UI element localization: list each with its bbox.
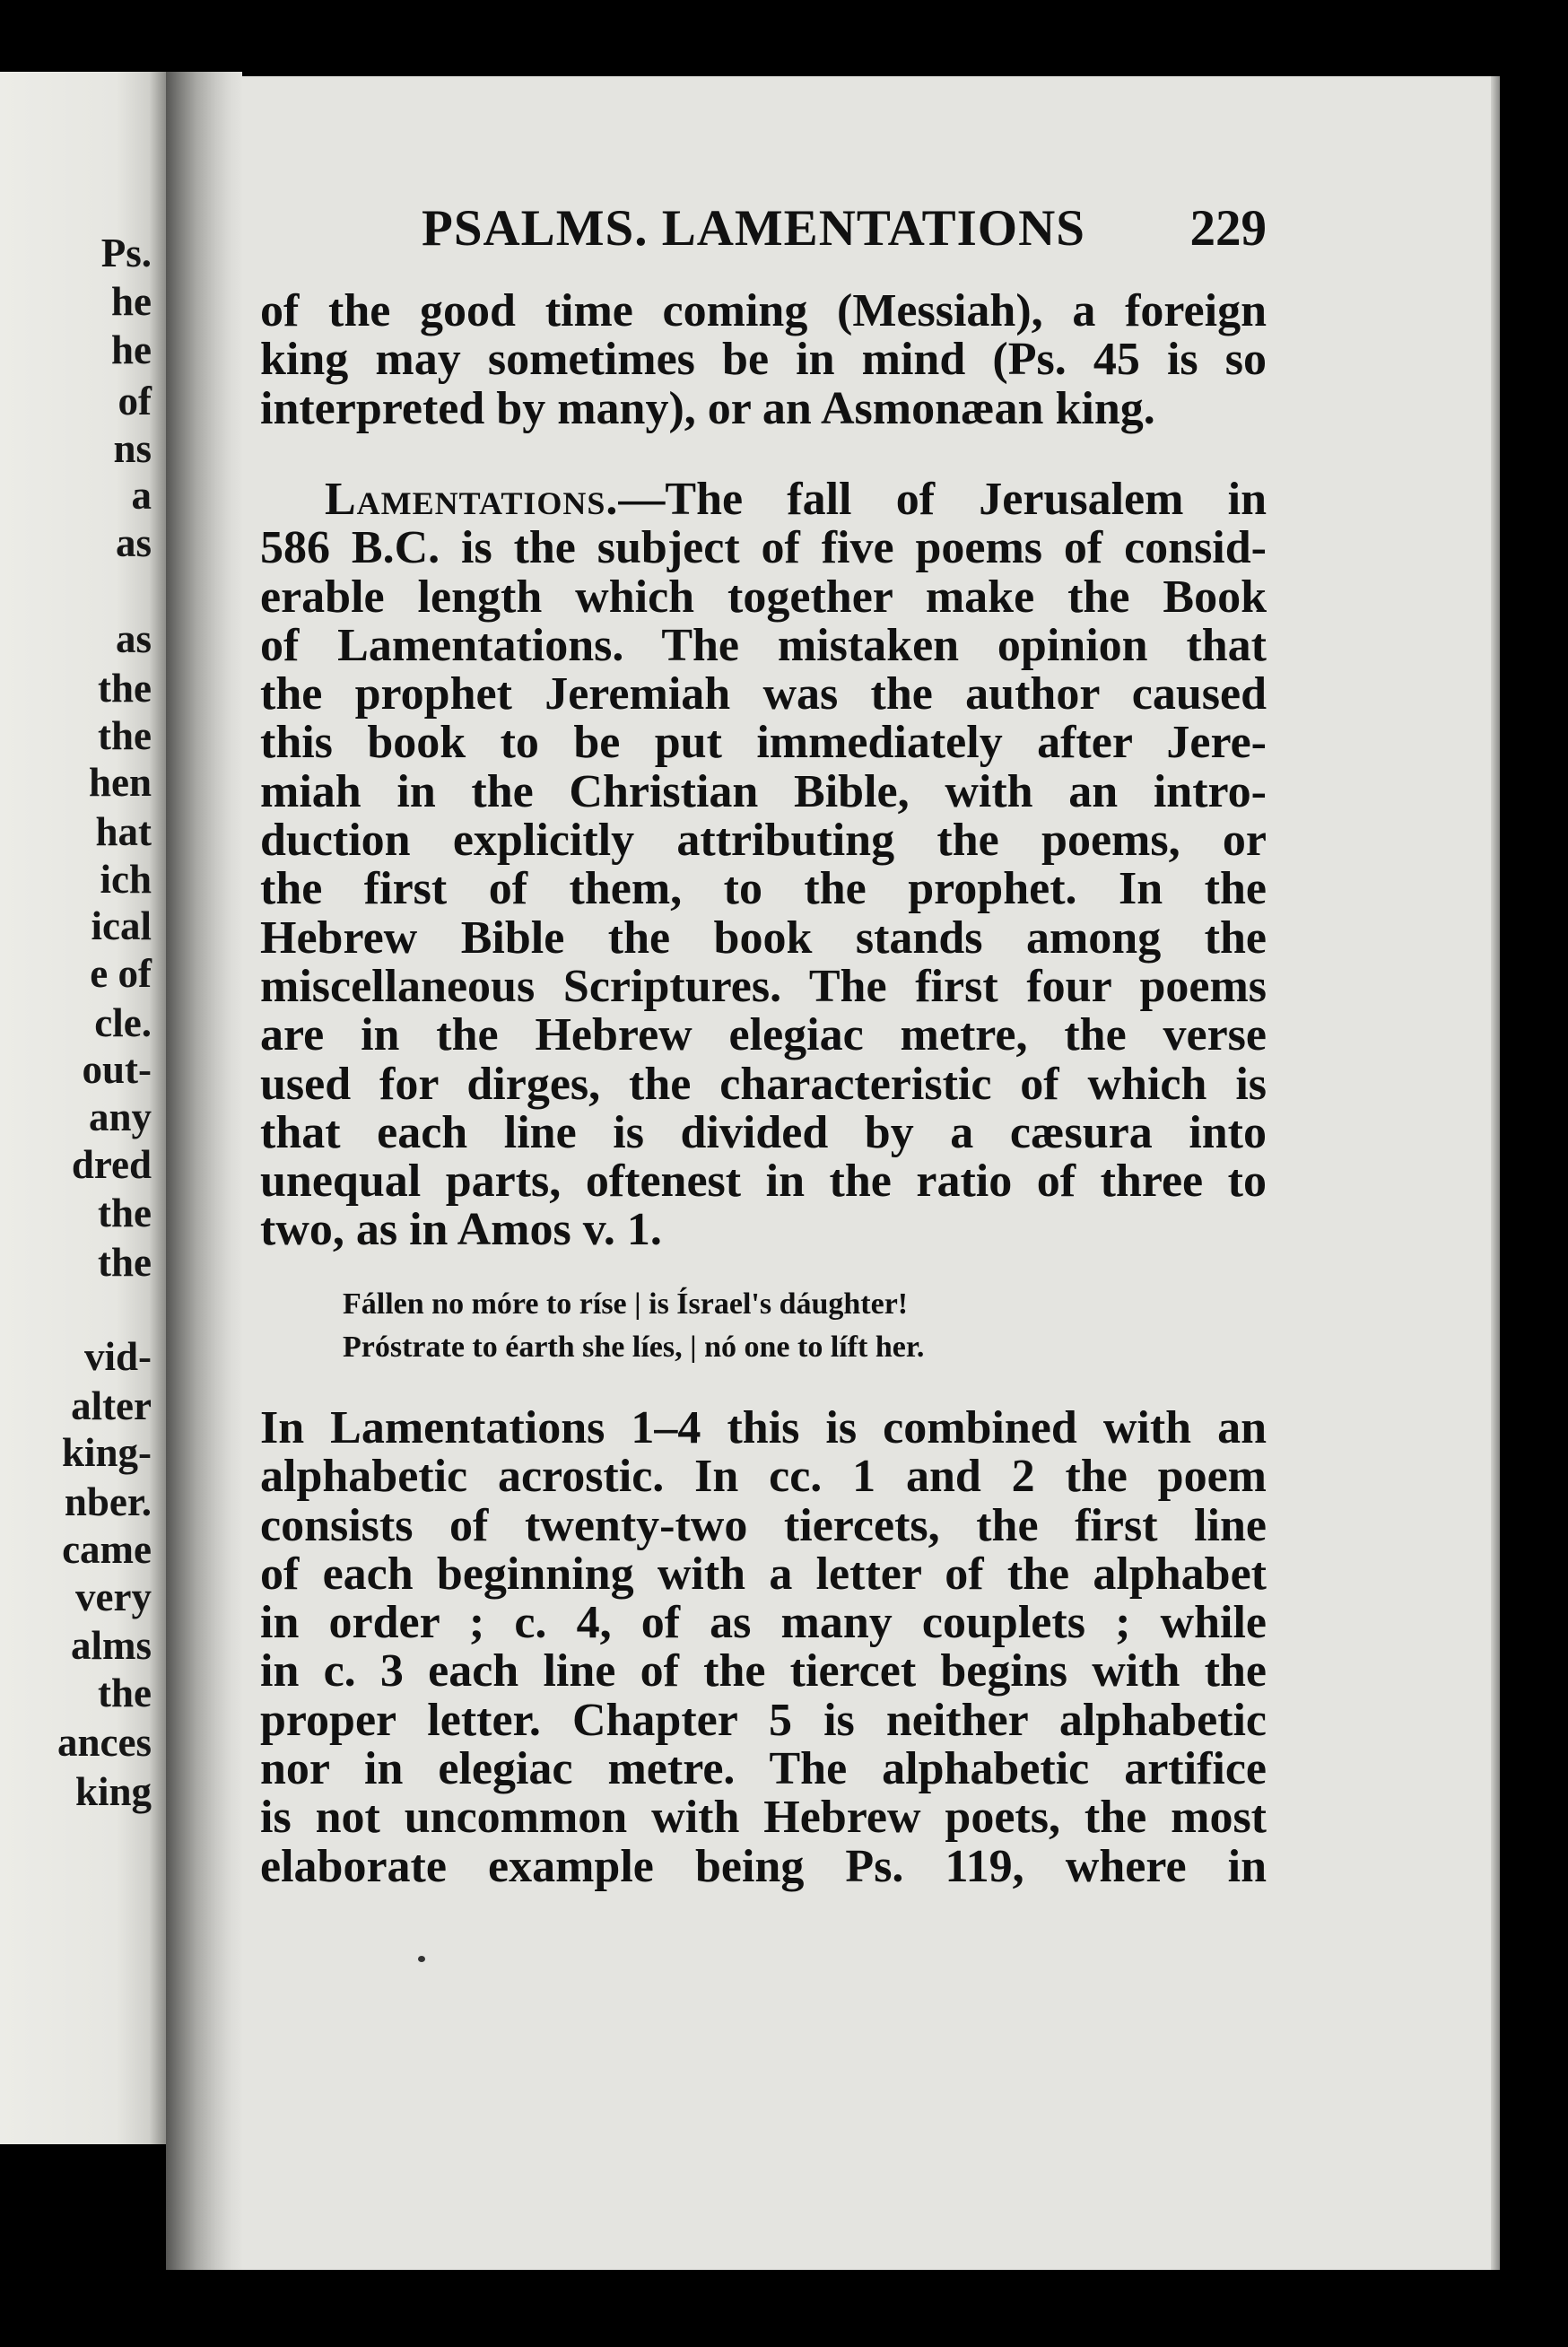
facing-page-line-fragment: king-: [61, 1430, 152, 1475]
verse-line: Próstrate to éarth she líes, | nó one to líft her.: [343, 1331, 925, 1364]
text-line: in order ; c. 4, of as many couplets ; while: [260, 1597, 1267, 1649]
facing-page-line-fragment: the: [98, 666, 152, 711]
text-line: erable length which together make the Book: [260, 571, 1267, 623]
facing-page-line-fragment: he: [111, 327, 152, 372]
facing-page-line-fragment: ical: [91, 903, 152, 948]
text-line-first: [260, 476, 1267, 524]
facing-page-line-fragment: out-: [82, 1047, 152, 1092]
facing-page-line-fragment: e of: [90, 951, 152, 996]
text-line: interpreted by many), or an Asmonæan king.: [260, 382, 1155, 434]
facing-page-line-fragment: as: [115, 616, 152, 661]
paragraph-messiah-continuation: [260, 287, 1267, 433]
facing-page-line-fragment: the: [98, 713, 152, 758]
text-line: unequal parts, oftenest in the ratio of three to: [260, 1156, 1267, 1208]
running-header: [422, 197, 1267, 260]
text-line: Hebrew Bible the book stands among the: [260, 912, 1267, 964]
facing-page-line-fragment: hat: [95, 809, 152, 854]
facing-page-line-fragment: dred: [71, 1142, 152, 1187]
text-line: proper letter. Chapter 5 is neither alphabetic: [260, 1694, 1267, 1746]
text-line: is not uncommon with Hebrew poets, the most: [260, 1792, 1267, 1844]
ink-speck: [418, 1956, 425, 1962]
facing-page-line-fragment: alter: [71, 1383, 152, 1428]
facing-page-line-fragment: ich: [100, 857, 152, 902]
text-line: miah in the Christian Bible, with an intro-: [260, 765, 1267, 817]
verse-quotation: [343, 1283, 1222, 1369]
facing-page-line-fragment: a: [131, 473, 152, 518]
facing-page-line-fragment: the: [98, 1191, 152, 1235]
text-line: in c. 3 each line of the tiercet begins with the: [260, 1645, 1267, 1697]
heading-continuation: —The fall of Jerusalem in: [618, 474, 1267, 525]
paragraph-acrostic: [260, 1404, 1267, 1891]
text-line: of each beginning with a letter of the alphabet: [260, 1548, 1267, 1600]
facing-page-line-fragment: alms: [71, 1623, 152, 1668]
text-line: two, as in Amos v. 1.: [260, 1204, 662, 1256]
facing-page-line-fragment: ances: [57, 1720, 152, 1765]
facing-page-line-fragment: very: [75, 1575, 152, 1619]
facing-page-line-fragment: hen: [88, 760, 152, 805]
text-line: that each line is divided by a cæsura into: [260, 1106, 1267, 1158]
facing-page-line-fragment: the: [98, 1671, 152, 1715]
running-title: PSALMS. LAMENTATIONS: [422, 200, 1085, 257]
text-line: consists of twenty-two tiercets, the first line: [260, 1499, 1267, 1551]
facing-page-line-fragment: cle.: [94, 1000, 152, 1045]
text-line: the prophet Jeremiah was the author caused: [260, 668, 1267, 720]
facing-page-line-fragment: ns: [113, 426, 152, 471]
text-line: elaborate example being Ps. 119, where in: [260, 1840, 1267, 1892]
facing-page-line-fragment: vid-: [83, 1334, 152, 1379]
book-gutter: [166, 72, 242, 2270]
text-line: used for dirges, the characteristic of which is: [260, 1058, 1267, 1110]
facing-page-line-fragment: any: [88, 1095, 152, 1139]
text-line: nor in elegiac metre. The alphabetic artifice: [260, 1743, 1267, 1795]
facing-page-line-fragment: as: [115, 520, 152, 565]
facing-page-line-fragment: king: [74, 1769, 152, 1814]
text-line: of the good time coming (Messiah), a foreign: [260, 285, 1267, 336]
text-line: king may sometimes be in mind (Ps. 45 is so: [260, 334, 1267, 386]
facing-page-line-fragment: nber.: [64, 1479, 152, 1524]
page-edge-shadow: [1491, 76, 1500, 2270]
facing-page-line-fragment: of: [118, 379, 152, 423]
text-line: alphabetic acrostic. In cc. 1 and 2 the poem: [260, 1451, 1267, 1503]
text-line: of Lamentations. The mistaken opinion that: [260, 619, 1267, 671]
facing-page-line-fragment: the: [98, 1240, 152, 1285]
text-line: 586 B.C. is the subject of five poems of consid-: [260, 522, 1267, 574]
page-number: 229: [1189, 200, 1267, 257]
text-line: miscellaneous Scriptures. The first four poems: [260, 960, 1267, 1012]
text-line: are in the Hebrew elegiac metre, the verse: [260, 1009, 1267, 1061]
text-line: duction explicitly attributing the poems, or: [260, 815, 1267, 867]
section-heading: Lamentations.: [325, 474, 619, 525]
facing-page-line-fragment: came: [62, 1527, 152, 1572]
paragraph-lamentations: [260, 476, 1267, 1255]
verse-line: Fállen no móre to ríse | is Ísrael's dáughter!: [343, 1287, 909, 1321]
text-line: In Lamentations 1–4 this is combined with an: [260, 1402, 1267, 1453]
text-line: this book to be put immediately after Jere-: [260, 717, 1267, 769]
facing-page-line-fragment: he: [111, 279, 152, 324]
facing-page-line-fragment: Ps.: [100, 231, 152, 275]
text-line: the first of them, to the prophet. In the: [260, 863, 1267, 915]
facing-page-edge: [0, 72, 166, 2144]
